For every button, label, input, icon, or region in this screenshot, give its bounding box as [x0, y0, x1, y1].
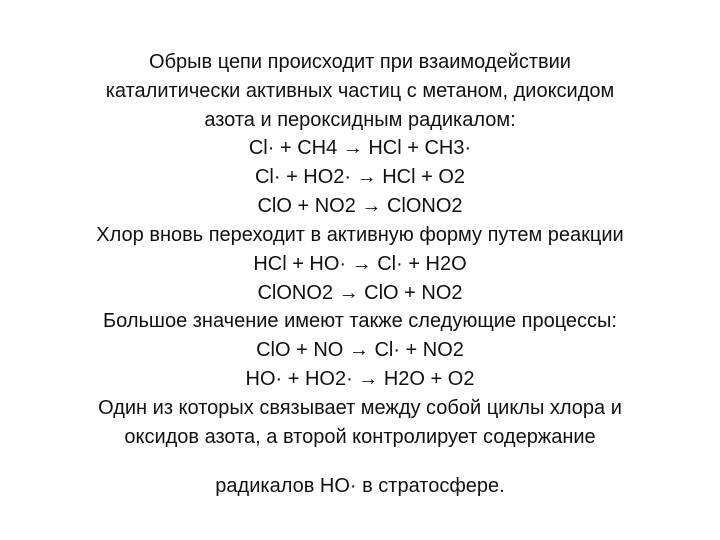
text-line-13: Один из которых связывает между собой циклы хлора и: [98, 397, 622, 419]
text-line-14: оксидов азота, а второй контролирует содержание: [124, 426, 596, 448]
text-line-7: Хлор вновь переходит в активную форму путем реакции: [96, 224, 624, 246]
reaction-5: ClONO2 → ClO + NO2: [257, 282, 463, 304]
text-line-15: радикалов HO· в стратосфере.: [215, 475, 505, 497]
text-line-1: Обрыв цепи происходит при взаимодействии: [149, 51, 571, 73]
reaction-6: ClO + NO → Cl· + NO2: [256, 339, 464, 361]
text-line-10: Большое значение имеют также следующие процессы:: [103, 310, 617, 332]
text-line-3: азота и пероксидным радикалом:: [204, 109, 516, 131]
reaction-2: Cl· + HO2· → HCl + O2: [254, 166, 466, 188]
reaction-4: HCl + HO· → Cl· + H2O: [253, 253, 467, 275]
reaction-1: Cl· + CH4 → HCl + CH3·: [248, 137, 472, 159]
reaction-7: HO· + HO2· → H2O + O2: [245, 368, 475, 390]
text-line-2: каталитически активных частиц с метаном, диоксидом: [105, 80, 615, 102]
reaction-3: ClO + NO2 → ClONO2: [257, 195, 463, 217]
